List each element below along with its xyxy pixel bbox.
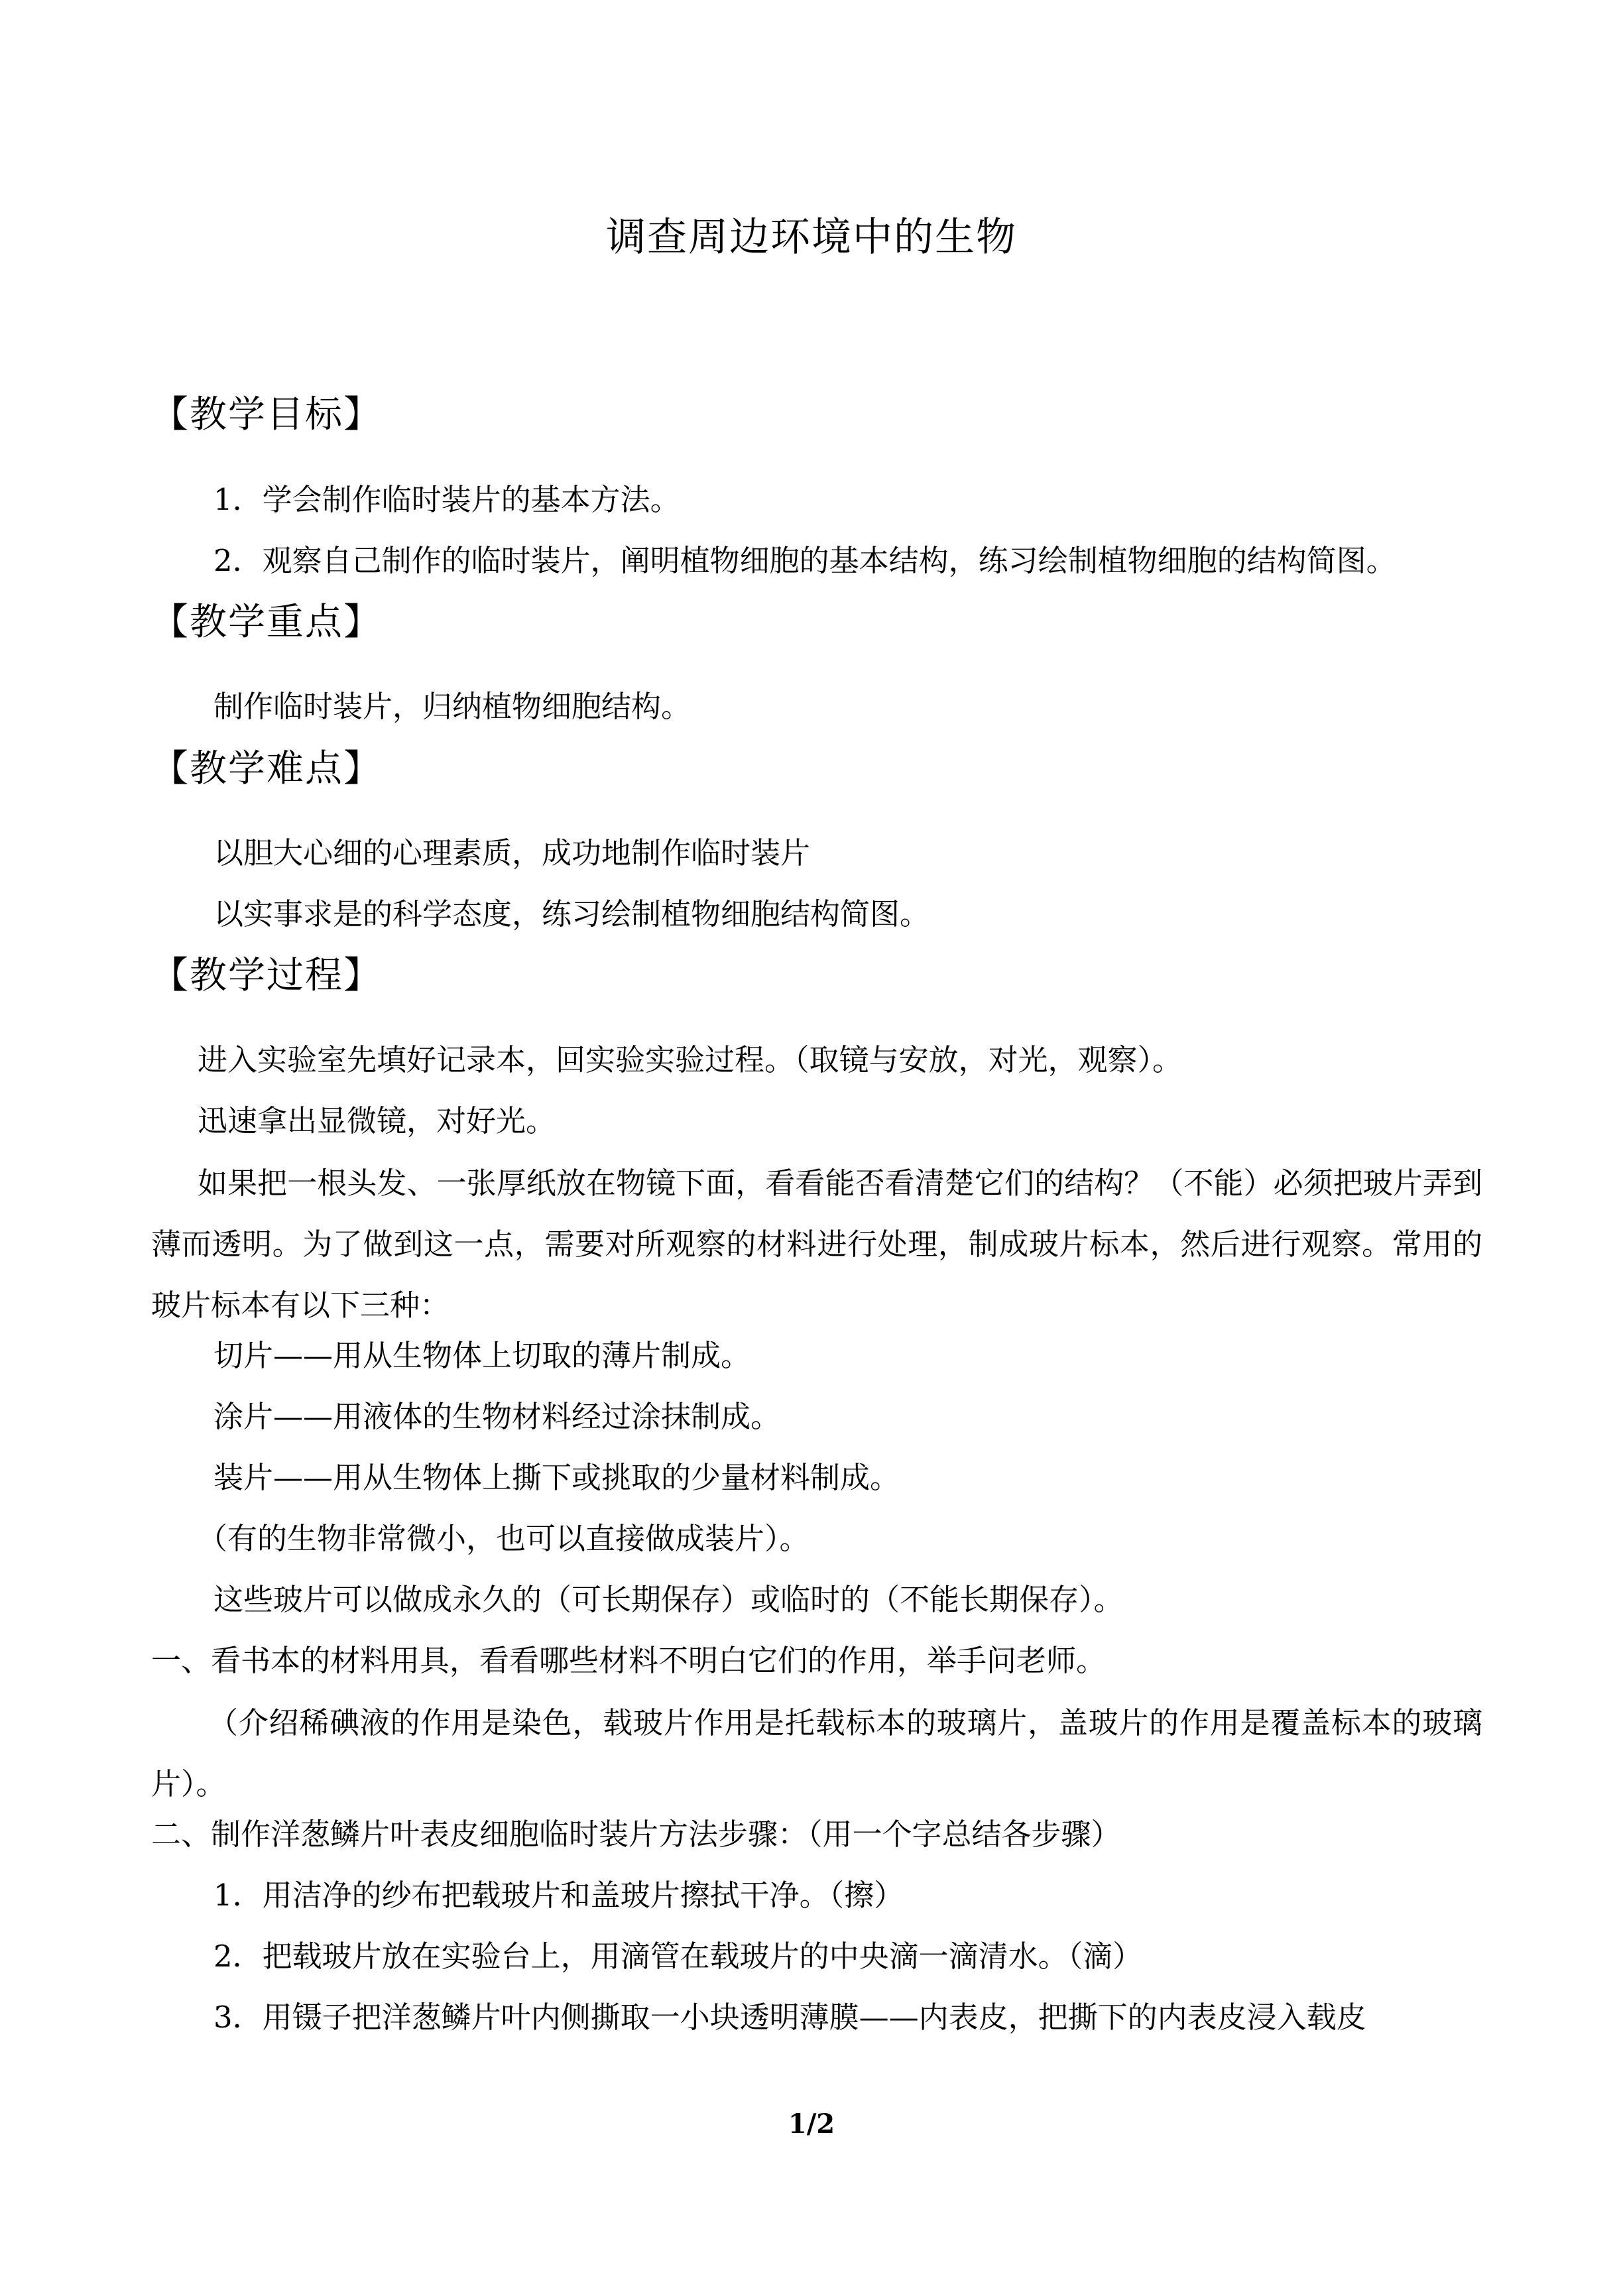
slide-type-section: 切片——用从生物体上切取的薄片制成。: [213, 1338, 751, 1373]
part2-step-1: 1．用洁净的纱布把载玻片和盖玻片擦拭干净。（擦）: [213, 1878, 904, 1913]
slide-type-mount: 装片——用从生物体上撕下或挑取的少量材料制成。: [213, 1460, 900, 1495]
key-point-item: 制作临时装片，归纳植物细胞结构。: [213, 689, 691, 724]
heading-key-points: 【教学重点】: [151, 601, 382, 644]
heading-objectives: 【教学目标】: [151, 393, 382, 436]
page-number: 1/2: [788, 2108, 835, 2140]
part1-heading: 一、看书本的材料用具，看看哪些材料不明白它们的作用，举手问老师。: [151, 1643, 1107, 1678]
objective-item-1: 1．学会制作临时装片的基本方法。: [213, 482, 680, 517]
heading-process: 【教学过程】: [151, 954, 382, 997]
heading-difficulties: 【教学难点】: [151, 747, 382, 790]
process-paragraph-3: 如果把一根头发、一张厚纸放在物镜下面，看看能否看清楚它们的结构？（不能）必须把玻片弄到薄而透明。为了做到这一点，需要对所观察的材料进行处理，制成玻片标本，然后进行观察。常用的玻片标本有以下三种：: [151, 1166, 1482, 1323]
process-permanent: 这些玻片可以做成永久的（可长期保存）或临时的（不能长期保存）。: [213, 1582, 1124, 1617]
document-title: 调查周边环境中的生物: [606, 214, 1017, 261]
difficulty-item-1: 以胆大心细的心理素质，成功地制作临时装片: [213, 835, 811, 871]
part2-heading: 二、制作洋葱鳞片叶表皮细胞临时装片方法步骤：（用一个字总结各步骤）: [151, 1817, 1121, 1852]
part2-step-3: 3．用镊子把洋葱鳞片叶内侧撕取一小块透明薄膜——内表皮，把撕下的内表皮浸入载皮: [213, 2000, 1366, 2035]
process-paragraph-1: 进入实验室先填好记录本，回实验实验过程。（取镜与安放，对光，观察）。: [198, 1042, 1183, 1077]
process-note: （有的生物非常微小，也可以直接做成装片）。: [198, 1521, 810, 1556]
difficulty-item-2: 以实事求是的科学态度，练习绘制植物细胞结构简图。: [213, 896, 930, 932]
process-paragraph-2: 迅速拿出显微镜，对好光。: [198, 1103, 556, 1138]
objective-item-2: 2．观察自己制作的临时装片，阐明植物细胞的基本结构，练习绘制植物细胞的结构简图。: [213, 543, 1396, 578]
slide-type-smear: 涂片——用液体的生物材料经过涂抹制成。: [213, 1399, 781, 1434]
part2-step-2: 2．把载玻片放在实验台上，用滴管在载玻片的中央滴一滴清水。（滴）: [213, 1939, 1143, 1974]
part1-text: （介绍稀碘液的作用是染色，载玻片作用是托载标本的玻璃片，盖玻片的作用是覆盖标本的玻璃片）。: [151, 1705, 1482, 1801]
